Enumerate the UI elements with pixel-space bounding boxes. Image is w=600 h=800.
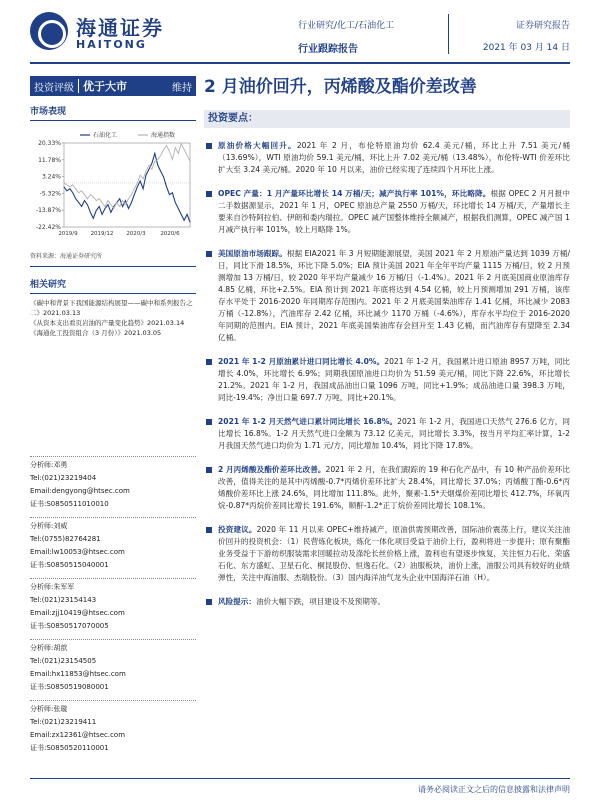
analyst-name: 分析师:朱军军 <box>30 583 75 591</box>
legend-label: 海通指数 <box>151 132 176 139</box>
market-chart <box>30 127 196 247</box>
analyst-name: 分析师:胡歆 <box>30 644 68 652</box>
key-point-text: 2021 年 2 月，布伦特原油均价 62.4 美元/桶，环比上升 7.51 美元/桶（13.69%），WTI 原油均价 59.1 美元/桶，环比上升 7.02 美元/桶（13.48%），布伦特-WTI 价差环比扩大至 3.24 美元/桶。2020 年 10 月以来，油价已经实现了连续四个月环比上涨。 <box>218 141 570 174</box>
analyst-tel: Tel:(0755)82764281 <box>30 535 101 543</box>
related-item[interactable]: 《从资本支出看页岩油的产量变化趋势》2021.03.14 <box>30 319 185 327</box>
investment-rating <box>30 76 196 96</box>
key-point-lead: 风险提示： <box>218 597 256 606</box>
company-logo <box>30 10 190 56</box>
logo-mark-icon <box>30 12 68 50</box>
bullet-square-icon <box>206 191 212 197</box>
related-list <box>30 298 196 338</box>
footer-disclaimer[interactable]: 请务必阅读正文之后的信息披露和法律声明 <box>418 785 570 794</box>
related-research <box>30 277 196 338</box>
key-points-list <box>204 140 570 608</box>
report-kind: 证券研究报告 <box>515 21 570 31</box>
key-point <box>204 464 570 512</box>
market-chart-svg <box>30 127 196 247</box>
analyst-cert: 证书:S0850520110001 <box>30 744 109 752</box>
analyst-card <box>30 639 196 694</box>
analyst-card <box>30 578 196 633</box>
analyst-email[interactable]: Email:lw10053@htsec.com <box>30 548 125 556</box>
report-date: 2021 年 03 月 14 日 <box>482 43 570 53</box>
related-heading: 相关研究 <box>30 277 196 294</box>
y-tick-label: 11.78% <box>38 156 61 164</box>
analyst-name: 分析师:刘威 <box>30 522 68 530</box>
analyst-card <box>30 517 196 572</box>
key-point-lead: 美国原油市场跟踪。 <box>218 249 287 258</box>
key-point-text: 根据 OPEC 2 月月报中二手数据源显示，2021 年 1 月，OPEC 原油总产量 2550 万桶/天，环比增长 14 万桶/天，产量增长主要来自沙特阿拉伯、伊朗和委内瑞拉。OPEC 减产国整体维持全额减产，根据我们测算，OPEC 减产国 1 月减产执行率 101%，较上月略降 1%。 <box>218 189 570 234</box>
report-header <box>0 0 600 62</box>
key-point <box>204 416 570 452</box>
analyst-card <box>30 456 196 511</box>
header-rule <box>30 62 570 64</box>
key-point-lead: 原油价格大幅回升。 <box>218 141 297 150</box>
logo-cn-text: 海通证券 <box>76 16 164 40</box>
analyst-email[interactable]: Email:hx11853@htsec.com <box>30 670 126 678</box>
key-point <box>204 140 570 176</box>
key-point <box>204 248 570 344</box>
analyst-cert: 证书:S0850515040001 <box>30 561 109 569</box>
key-point <box>204 524 570 584</box>
key-point-text: 2021 年 2 月，在我们跟踪的 19 种石化产品中，有 10 种产品价差环比改善，值得关注的是其中丙烯酸-0.7*丙烯价差环比扩大 28.4%，同比增长 37.0%；丙烯酸丁酯-0.6*丙烯酸价差环比上涨 24.6%，同比增加 111.8%。此外，聚素-1.5*天烟煤价差同比增长 412.7%，环氧丙烷-0.87*丙烷价差同比增长 191.6%，顺酐-1.2*正丁烷价差同比增长 108.1%。 <box>218 465 570 510</box>
analyst-cert: 证书:S0850517070005 <box>30 622 109 630</box>
key-point-lead: 投资建议。 <box>218 525 257 534</box>
rating-status: 维持 <box>172 82 192 94</box>
bullet-square-icon <box>206 599 212 605</box>
logo-en-text: HAITONG <box>76 38 147 51</box>
key-point-lead: 2021 年 1-2 月原油累计进口同比增长 4.0%。 <box>218 357 385 366</box>
bullet-square-icon <box>206 467 212 473</box>
chart-source: 资料来源：海通证券研究所 <box>30 251 196 267</box>
y-tick-label: -13.87% <box>35 207 61 215</box>
bullet-square-icon <box>206 251 212 257</box>
analyst-email[interactable]: Email:zx12361@htsec.com <box>30 731 126 739</box>
y-tick-label: 20.33% <box>38 140 61 147</box>
y-tick-label: -22.42% <box>35 224 61 231</box>
key-point-text: 2021 年 1-2 月，我国累计进口原油 8957 万吨，同比增长 4.0%，环比增长 6.9%；同期我国原油进口均价为 51.59 美元/桶，同比下降 22.6%，环比增长 21.2%。2021 年 1-2 月，我国成品油出口量 1096 万吨，同比+1.9%；成品油进口量 398.3 万吨，同比-19.4%；净出口量 697.7 万吨，同比+20.1%。 <box>218 357 570 402</box>
rating-value: 优于大市 <box>83 80 127 93</box>
series-line <box>64 144 190 209</box>
footer-rule <box>30 778 570 779</box>
analyst-tel: Tel:(021)23219411 <box>30 718 97 726</box>
analyst-list <box>30 456 196 761</box>
key-point-text: 2021 年 1-2 月，我国进口天然气 276.6 亿方，同比增长 16.8%。1-2 月天然气进口金额为 73.12 亿美元，同比增长 3.3%，按当月平均汇率计算，1-2 月我国天然气进口均价为 1.71 元/方，同比增加 10.4%，同比下降 17.8%。 <box>218 417 570 450</box>
rating-label: 投资评级 <box>34 82 74 94</box>
analyst-name: 分析师:张璇 <box>30 705 68 713</box>
page-title: 2 月油价回升，丙烯酸及酯价差改善 <box>204 77 477 97</box>
header-divider <box>448 14 449 54</box>
analyst-tel: Tel:(021)23154143 <box>30 596 97 604</box>
analyst-tel: Tel:(021)23219404 <box>30 474 97 482</box>
key-point-lead: OPEC 产量：1 月产量环比增长 14 万桶/天；减产执行率 101%，环比略降。 <box>218 189 491 198</box>
related-item[interactable]: 《海通化工投资组合（3 月份）》2021.03.05 <box>30 329 162 337</box>
analyst-name: 分析师:邓勇 <box>30 461 68 469</box>
key-point <box>204 596 570 608</box>
report-category: 行业研究/化工/石油化工 <box>298 21 395 31</box>
key-point-text: 根据 EIA2021 年 3 月短期能源展望，美国 2021 年 2 月原油产量达到 1039 万桶/日，同比下滑 18.5%，环比下降 5.0%；EIA 预计美国 2021 年全年平均产量 1115 万桶/日，较 2 月预测增加 13 万桶/日，较 2020 年平均产量减少 16 万桶/日（-1.4%）。2021 年 2 月底美国商业原油库存 4.85 亿桶，环比+2.5%。EIA 预计到 2021 年底将达到 4.54 亿桶，较上月预测增加 291 万桶，该库存水平处于 2016-2020 年同期库存范围内。2021 年 2 月底美国柴油库存 1.41 亿桶，环比减少 2083 万桶（-12.8%），汽油库存 2.42 亿桶，环比减少 1170 万桶（-4.6%），库存水平均位于 2016-2020 年同期的范围内。EIA 预计，2021 年底美国柴油库存会回升至 1.43 亿桶，而汽油库存有望降至 2.34 亿桶。 <box>218 249 570 342</box>
legend-label: 石油化工 <box>93 132 118 139</box>
analyst-card <box>30 700 196 755</box>
key-point-lead: 2 月丙烯酸及酯价差环比改善。 <box>218 465 326 474</box>
y-tick-label: -5.32% <box>39 190 61 198</box>
key-point <box>204 356 570 404</box>
main-content <box>204 110 570 620</box>
key-point-text: 油价大幅下跌，项目建设不及预期等。 <box>255 597 386 606</box>
x-tick-label: 2019/9 <box>58 231 78 237</box>
x-tick-label: 2020/3 <box>126 231 146 237</box>
key-points-heading: 投资要点： <box>204 110 570 128</box>
report-type: 行业跟踪报告 <box>298 44 358 55</box>
bullet-square-icon <box>206 359 212 365</box>
x-tick-label: 2020/6 <box>160 231 180 237</box>
key-point <box>204 188 570 236</box>
bullet-square-icon <box>206 419 212 425</box>
bullet-square-icon <box>206 527 212 533</box>
left-sidebar <box>30 104 196 338</box>
market-heading: 市场表现 <box>30 104 196 121</box>
related-item[interactable]: 《碳中和背景下我国能源结构展望——碳中和系列报告之二》2021.03.13 <box>30 299 193 317</box>
series-line <box>64 154 190 223</box>
bullet-square-icon <box>206 143 212 149</box>
analyst-email[interactable]: Email:zjj10419@htsec.com <box>30 609 125 617</box>
analyst-email[interactable]: Email:dengyong@htsec.com <box>30 487 130 495</box>
analyst-cert: 证书:S0850519080001 <box>30 683 109 691</box>
analyst-tel: Tel:(021)23154505 <box>30 657 97 665</box>
x-tick-label: 2019/12 <box>90 231 114 237</box>
key-point-text: 2020 年 11 月以来 OPEC+维持减产，原油供需预期改善，国际油价震荡上行，建议关注油价回升的投资机会：（1）民营炼化板块，炼化一体化项目受益于油价上行，盈利将进一步提升；原有聚酯业务受益于下游纺织服装需求回暖拉动及涤纶长丝价格上涨，盈利也有望逐步恢复，关注恒力石化、荣盛石化、东方盛虹、卫星石化、桐昆股份、恒逸石化。（2）油服板块，油价上涨，油服公司具有较好的业绩弹性，关注中海油服、杰瑞股份。（3）国内海洋油气龙头企业中国海洋石油（H）。 <box>218 525 570 582</box>
y-tick-label: 3.24% <box>41 173 61 181</box>
key-point-lead: 2021 年 1-2 月天然气进口累计同比增长 16.8%。 <box>218 417 398 426</box>
analyst-cert: 证书:S0850511010010 <box>30 500 109 508</box>
